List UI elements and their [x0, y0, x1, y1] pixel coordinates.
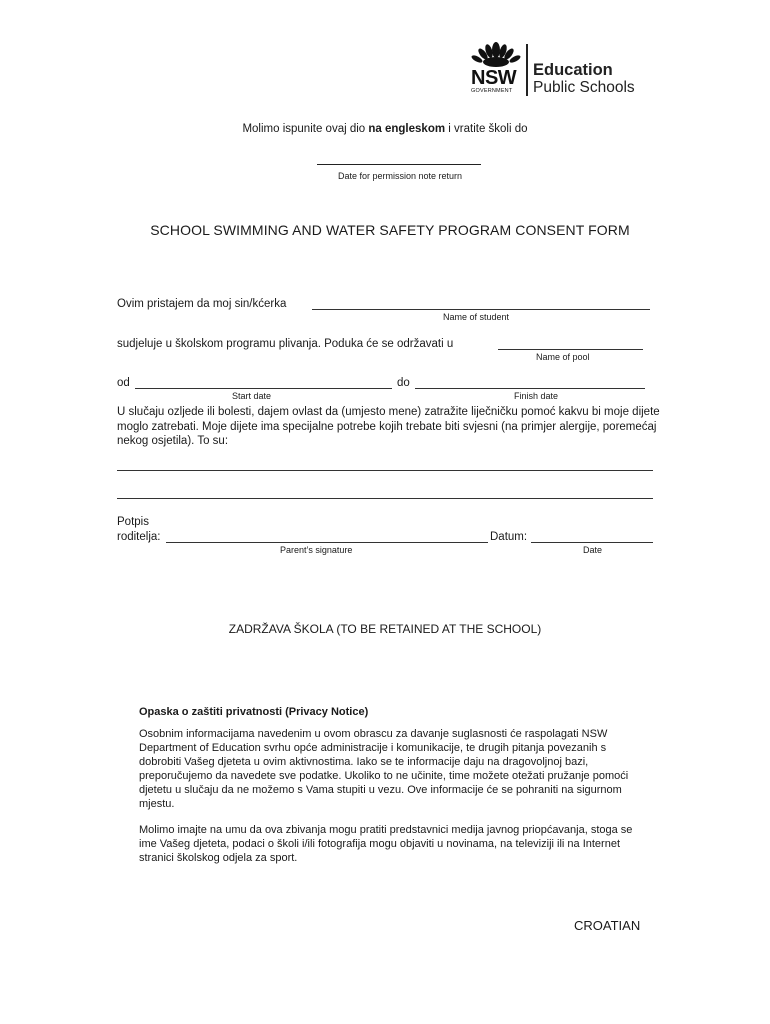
medical-consent-text: U slučaju ozljede ili bolesti, dajem ovlast da (umjesto mene) zatražite liječničku pomoć kakvu bi moje dijete moglo zatrebati. Moje dijete ima specijalne potrebe kojih trebate biti svjesni (na primjer alergije, poremećaj nekog osjetila). To su:: [117, 406, 660, 447]
finish-date-field[interactable]: [415, 388, 645, 389]
nsw-education-logo: [470, 42, 660, 98]
consent-label: Ovim pristajem da moj sin/kćerka: [117, 298, 287, 310]
form-title: SCHOOL SWIMMING AND WATER SAFETY PROGRAM CONSENT FORM: [150, 222, 630, 238]
student-name-field[interactable]: [312, 309, 650, 310]
government-wordmark: GOVERNMENT: [471, 88, 513, 94]
privacy-heading: Opaska o zaštiti privatnosti (Privacy Notice): [139, 706, 369, 718]
pool-name-field[interactable]: [498, 349, 643, 350]
signature-label-line-1: Potpis: [117, 516, 149, 528]
intro-text-after: i vratite školi do: [445, 123, 528, 135]
to-label: do: [397, 377, 410, 389]
waratah-icon: [470, 42, 522, 68]
logo-divider: [526, 44, 528, 96]
public-schools-wordmark: Public Schools: [533, 79, 635, 96]
pool-name-caption: Name of pool: [536, 352, 590, 362]
finish-date-caption: Finish date: [514, 391, 559, 401]
intro-instruction: [0, 123, 770, 135]
privacy-notice: [139, 705, 649, 877]
return-date-field[interactable]: [317, 164, 481, 165]
retained-heading: ZADRŽAVA ŠKOLA (TO BE RETAINED AT THE SCHOOL): [228, 622, 542, 636]
intro-text-before: Molimo ispunite ovaj dio: [242, 123, 369, 135]
program-label: sudjeluje u školskom programu plivanja. Poduka će se održavati u: [117, 338, 454, 350]
student-name-caption: Name of student: [443, 312, 510, 322]
return-date-caption: Date for permission note return: [337, 171, 463, 181]
parent-signature-caption: Parent’s signature: [280, 545, 353, 555]
date-label: Datum:: [490, 531, 528, 543]
education-wordmark: Education: [533, 61, 613, 79]
from-label: od: [117, 377, 130, 389]
language-label: CROATIAN: [574, 918, 641, 933]
signature-date-caption: Date: [583, 545, 603, 555]
special-needs-line-2[interactable]: [117, 498, 653, 499]
privacy-paragraph-2: Molimo imajte na umu da ova zbivanja mogu pratiti predstavnici medija javnog priopćavanja, stoga se ime Vašeg djeteta, podaci o školi i/ili fotografija mogu objaviti u novinama, na televiziji ili na Internet stranici školskog odjela za sport.: [139, 824, 633, 864]
parent-signature-field[interactable]: [166, 542, 488, 543]
signature-label-line-2: roditelja:: [117, 531, 161, 543]
start-date-field[interactable]: [135, 388, 392, 389]
special-needs-line-1[interactable]: [117, 470, 653, 471]
signature-date-field[interactable]: [531, 542, 653, 543]
start-date-caption: Start date: [232, 391, 272, 401]
nsw-wordmark: NSW: [471, 67, 517, 89]
intro-text-bold: na engleskom: [368, 123, 446, 135]
privacy-paragraph-1: Osobnim informacijama navedenim u ovom obrascu za davanje suglasnosti će raspolagati NSW Department of Education svrhu opće administracije i komunikacije, te drugih pitanja povezanih s dobrobiti Vašeg djeteta u ovim aktivnostima. Iako se te informacije daju na dragovoljnoj bazi, preporučujemo da navedete sve podatke. Ukoliko to ne učinite, time možete otežati pružanje pomoći djetetu u slučaju da ne možemo s Vama stupiti u vezu. Ove informacije će se pohraniti na sigurnom mjestu.: [139, 728, 629, 810]
